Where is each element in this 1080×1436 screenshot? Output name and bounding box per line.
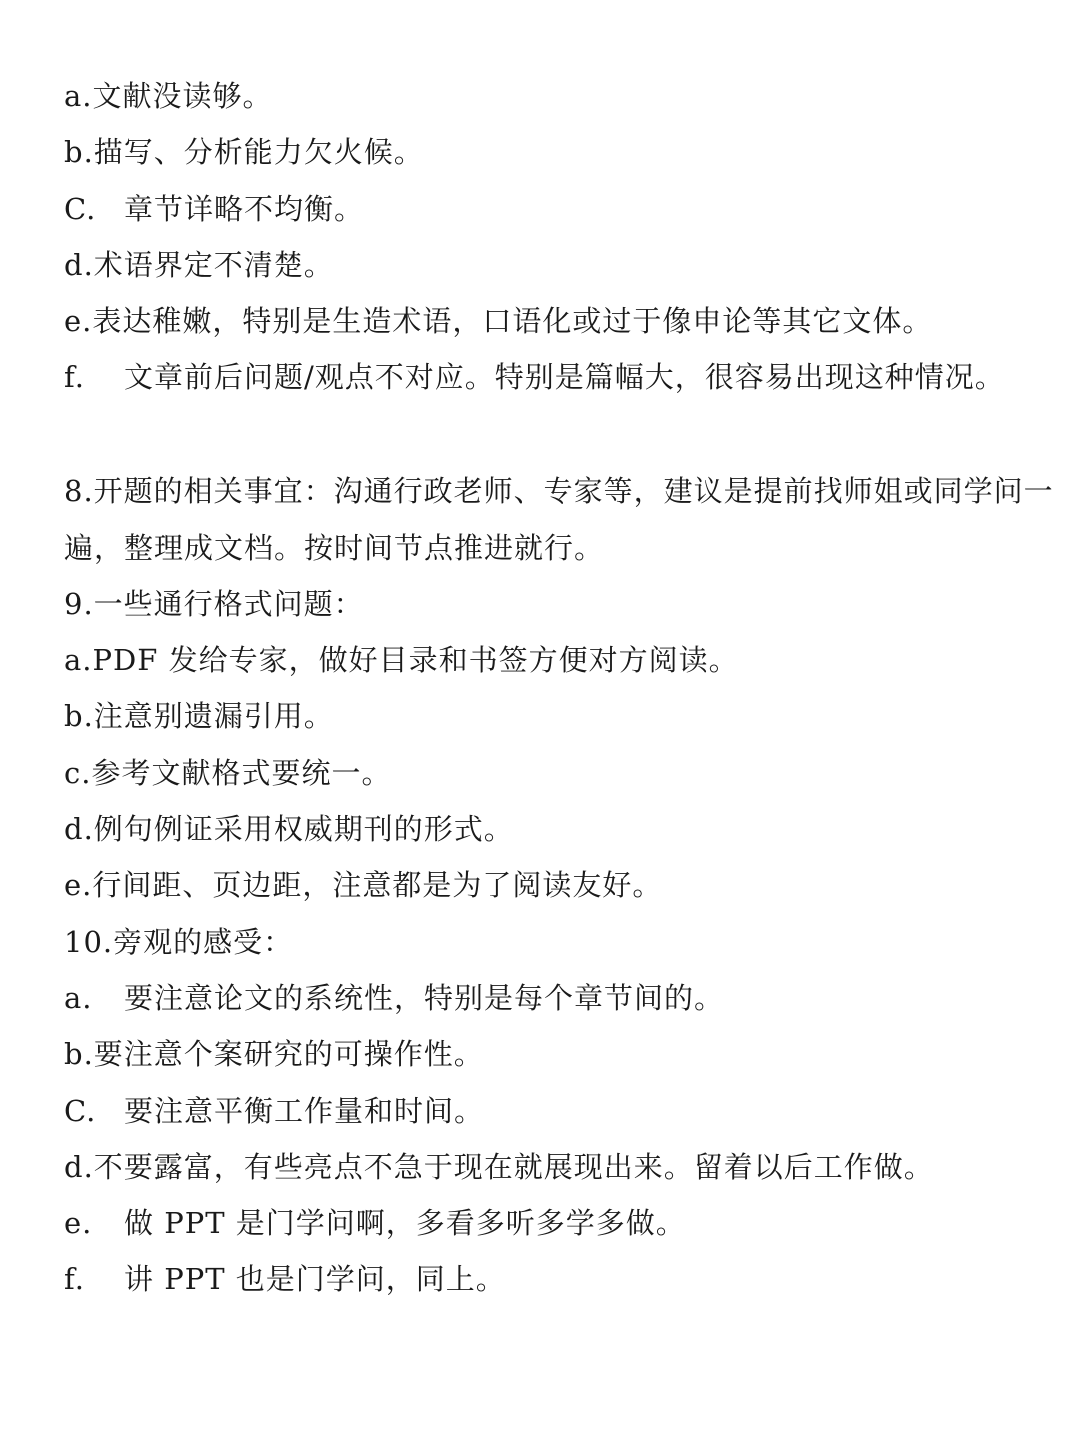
list-text: 参考文献格式要统一。 — [91, 756, 392, 790]
list-marker: C. — [64, 192, 97, 226]
list-text: 文献没读够。 — [92, 79, 273, 113]
list-text: 要注意平衡工作量和时间。 — [124, 1094, 485, 1128]
list-text: 做 PPT 是门学问啊，多看多听多学多做。 — [124, 1206, 686, 1240]
list-item-a — [64, 978, 724, 1018]
list-text: 表达稚嫩，特别是生造术语，口语化或过于像申论等其它文体。 — [92, 304, 933, 338]
list-item-c — [64, 1091, 484, 1131]
list-marker: b. — [64, 699, 94, 733]
list-marker: f. — [64, 1262, 85, 1296]
list-marker: a. — [64, 643, 93, 677]
list-text: 讲 PPT 也是门学问，同上。 — [124, 1262, 506, 1296]
list-item-f — [64, 1259, 506, 1299]
list-text: 描写、分析能力欠火候。 — [93, 135, 424, 169]
list-text: 要注意个案研究的可操作性。 — [93, 1037, 484, 1071]
list-item-d — [64, 1147, 934, 1187]
list-text: 术语界定不清楚。 — [93, 248, 334, 282]
list-text: 例句例证采用权威期刊的形式。 — [93, 812, 514, 846]
list-text: 文章前后问题/观点不对应。特别是篇幅大，很容易出现这种情况。 — [124, 360, 1005, 394]
list-item-a — [64, 76, 273, 116]
list-marker: a. — [64, 981, 93, 1015]
list-marker: e. — [64, 1206, 93, 1240]
list-item-b — [64, 132, 424, 172]
list-item-b — [64, 696, 334, 736]
list-marker: a. — [64, 79, 93, 113]
list-text: 注意别遗漏引用。 — [93, 699, 334, 733]
section-8-heading — [64, 471, 1054, 511]
list-marker: f. — [64, 360, 85, 394]
list-marker: b. — [64, 1037, 94, 1071]
paragraph-text: 9.一些通行格式问题： — [64, 587, 364, 621]
list-item-e — [64, 865, 662, 905]
list-marker: c. — [64, 756, 92, 790]
list-item-b — [64, 1034, 484, 1074]
list-marker: d. — [64, 812, 94, 846]
list-marker: e. — [64, 868, 93, 902]
paragraph-text: 8.开题的相关事宜：沟通行政老师、专家等，建议是提前找师姐或同学问一 — [64, 474, 1054, 508]
section-10-heading — [64, 922, 293, 962]
list-marker: d. — [64, 1150, 94, 1184]
list-item-e — [64, 1203, 686, 1243]
list-item-e — [64, 301, 932, 341]
list-text: 行间距、页边距，注意都是为了阅读友好。 — [92, 868, 663, 902]
section-8-continuation — [64, 528, 604, 568]
paragraph-text: 10.旁观的感受： — [64, 925, 294, 959]
list-item-c — [64, 753, 391, 793]
list-text: 不要露富，有些亮点不急于现在就展现出来。留着以后工作做。 — [93, 1150, 934, 1184]
list-text: 章节详略不均衡。 — [124, 192, 365, 226]
list-text: 要注意论文的系统性，特别是每个章节间的。 — [124, 981, 725, 1015]
list-marker: e. — [64, 304, 93, 338]
paragraph-text: 遍，整理成文档。按时间节点推进就行。 — [64, 531, 605, 565]
list-marker: d. — [64, 248, 94, 282]
list-marker: C. — [64, 1094, 97, 1128]
list-item-d — [64, 809, 514, 849]
list-item-c — [64, 189, 364, 229]
list-marker: b. — [64, 135, 94, 169]
list-item-d — [64, 245, 334, 285]
list-item-a — [64, 640, 739, 680]
list-item-f — [64, 357, 1005, 397]
list-text: PDF 发给专家，做好目录和书签方便对方阅读。 — [92, 643, 739, 677]
section-9-heading — [64, 584, 364, 624]
